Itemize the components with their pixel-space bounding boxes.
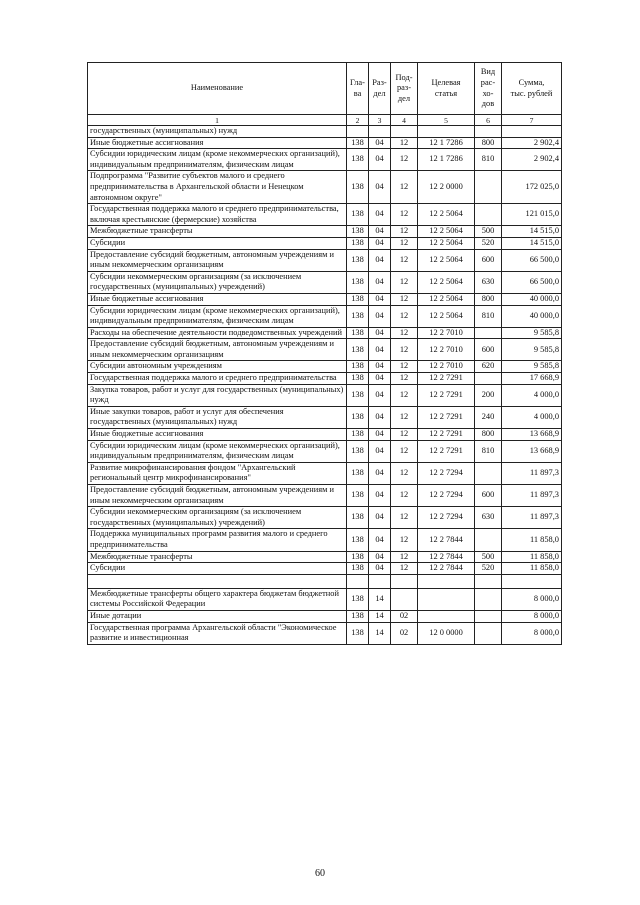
header-glava: Гла- ва <box>347 63 369 115</box>
row-podrazdel-cell <box>391 588 418 610</box>
row-sum-cell: 11 897,3 <box>502 485 562 507</box>
row-name-cell: Закупка товаров, работ и услуг для государственных (муниципальных) нужд <box>88 384 347 406</box>
row-sum-cell: 17 668,9 <box>502 373 562 385</box>
row-razdel-cell: 14 <box>369 622 391 644</box>
row-target-cell: 12 2 5064 <box>418 204 475 226</box>
row-name-cell: Государственная программа Архангельской области "Экономическое развитие и инвестиционная <box>88 622 347 644</box>
row-glava-cell: 138 <box>347 204 369 226</box>
row-podrazdel-cell: 12 <box>391 563 418 575</box>
row-expense-type-cell: 800 <box>475 429 502 441</box>
row-name-cell: Иные дотации <box>88 610 347 622</box>
row-razdel-cell <box>369 126 391 138</box>
table-row <box>88 406 562 428</box>
row-razdel-cell: 04 <box>369 137 391 149</box>
row-sum-cell: 40 000,0 <box>502 305 562 327</box>
row-name-cell: Субсидии автономным учреждениям <box>88 361 347 373</box>
row-razdel-cell: 04 <box>369 293 391 305</box>
row-target-cell <box>418 126 475 138</box>
row-razdel-cell: 04 <box>369 406 391 428</box>
column-number: 4 <box>391 115 418 126</box>
row-sum-cell: 9 585,8 <box>502 327 562 339</box>
column-number: 2 <box>347 115 369 126</box>
row-sum-cell: 14 515,0 <box>502 226 562 238</box>
row-glava-cell: 138 <box>347 384 369 406</box>
row-glava-cell: 138 <box>347 373 369 385</box>
row-glava-cell: 138 <box>347 305 369 327</box>
header-target-article: Целевая статья <box>418 63 475 115</box>
row-sum-cell: 4 000,0 <box>502 406 562 428</box>
row-expense-type-cell: 520 <box>475 563 502 575</box>
row-glava-cell: 138 <box>347 551 369 563</box>
row-name-cell: Поддержка муниципальных программ развития малого и среднего предпринимательства <box>88 529 347 551</box>
row-razdel-cell: 04 <box>369 485 391 507</box>
row-razdel-cell: 04 <box>369 563 391 575</box>
row-target-cell: 12 2 5064 <box>418 226 475 238</box>
row-razdel-cell: 04 <box>369 171 391 204</box>
table-row <box>88 551 562 563</box>
row-podrazdel-cell: 12 <box>391 305 418 327</box>
row-glava-cell: 138 <box>347 462 369 484</box>
row-target-cell: 12 2 5064 <box>418 271 475 293</box>
row-glava-cell: 138 <box>347 610 369 622</box>
column-number: 3 <box>369 115 391 126</box>
row-expense-type-cell: 620 <box>475 361 502 373</box>
row-name-cell: Субсидии юридическим лицам (кроме некоммерческих организаций), индивидуальным предпринимателям, физическим лицам <box>88 149 347 171</box>
row-sum-cell: 11 858,0 <box>502 551 562 563</box>
row-razdel-cell: 04 <box>369 271 391 293</box>
row-target-cell: 12 2 7291 <box>418 429 475 441</box>
row-glava-cell: 138 <box>347 361 369 373</box>
row-sum-cell: 8 000,0 <box>502 588 562 610</box>
row-name-cell: Субсидии некоммерческим организациям (за исключением государственных (муниципальных) учреждений) <box>88 507 347 529</box>
row-target-cell <box>418 574 475 588</box>
row-name-cell: Государственная поддержка малого и среднего предпринимательства, включая крестьянские (фермерские) хозяйства <box>88 204 347 226</box>
row-glava-cell <box>347 574 369 588</box>
row-glava-cell: 138 <box>347 485 369 507</box>
row-expense-type-cell: 500 <box>475 551 502 563</box>
row-target-cell: 12 2 7291 <box>418 384 475 406</box>
row-podrazdel-cell: 12 <box>391 271 418 293</box>
row-name-cell: Иные бюджетные ассигнования <box>88 137 347 149</box>
row-razdel-cell: 04 <box>369 226 391 238</box>
row-glava-cell: 138 <box>347 249 369 271</box>
row-razdel-cell: 04 <box>369 149 391 171</box>
row-podrazdel-cell: 12 <box>391 440 418 462</box>
row-podrazdel-cell: 12 <box>391 485 418 507</box>
row-target-cell: 12 2 5064 <box>418 249 475 271</box>
row-expense-type-cell <box>475 529 502 551</box>
row-sum-cell: 11 858,0 <box>502 563 562 575</box>
row-glava-cell: 138 <box>347 171 369 204</box>
row-glava-cell: 138 <box>347 271 369 293</box>
row-target-cell: 12 2 7010 <box>418 327 475 339</box>
row-sum-cell: 121 015,0 <box>502 204 562 226</box>
row-razdel-cell: 04 <box>369 440 391 462</box>
row-sum-cell: 172 025,0 <box>502 171 562 204</box>
row-sum-cell: 8 000,0 <box>502 622 562 644</box>
row-podrazdel-cell: 12 <box>391 237 418 249</box>
row-podrazdel-cell: 12 <box>391 406 418 428</box>
header-expense-type: Вид рас- хо- дов <box>475 63 502 115</box>
row-podrazdel-cell: 12 <box>391 137 418 149</box>
row-razdel-cell: 04 <box>369 339 391 361</box>
row-name-cell: Субсидии <box>88 237 347 249</box>
column-number: 7 <box>502 115 562 126</box>
row-sum-cell: 2 902,4 <box>502 149 562 171</box>
row-name-cell: Предоставление субсидий бюджетным, автономным учреждениям и иным некоммерческим организациям <box>88 339 347 361</box>
row-sum-cell <box>502 126 562 138</box>
row-expense-type-cell <box>475 171 502 204</box>
row-target-cell: 12 2 0000 <box>418 171 475 204</box>
row-podrazdel-cell: 12 <box>391 339 418 361</box>
row-target-cell: 12 2 7844 <box>418 529 475 551</box>
column-number: 1 <box>88 115 347 126</box>
row-sum-cell: 66 500,0 <box>502 249 562 271</box>
row-target-cell <box>418 588 475 610</box>
row-expense-type-cell: 500 <box>475 226 502 238</box>
row-glava-cell: 138 <box>347 149 369 171</box>
row-target-cell: 12 2 7291 <box>418 440 475 462</box>
row-name-cell: Государственная поддержка малого и среднего предпринимательства <box>88 373 347 385</box>
row-sum-cell: 2 902,4 <box>502 137 562 149</box>
row-razdel-cell: 14 <box>369 610 391 622</box>
row-name-cell: Предоставление субсидий бюджетным, автономным учреждениям и иным некоммерческим организациям <box>88 249 347 271</box>
row-expense-type-cell: 800 <box>475 293 502 305</box>
row-expense-type-cell: 810 <box>475 440 502 462</box>
row-podrazdel-cell: 02 <box>391 610 418 622</box>
row-name-cell: Развитие микрофинансирования фондом "Архангельский региональный центр микрофинансирования" <box>88 462 347 484</box>
row-sum-cell: 9 585,8 <box>502 361 562 373</box>
row-target-cell: 12 2 7294 <box>418 507 475 529</box>
row-podrazdel-cell: 12 <box>391 327 418 339</box>
row-expense-type-cell <box>475 462 502 484</box>
row-glava-cell: 138 <box>347 406 369 428</box>
row-expense-type-cell <box>475 622 502 644</box>
row-expense-type-cell <box>475 610 502 622</box>
row-glava-cell: 138 <box>347 226 369 238</box>
row-razdel-cell: 04 <box>369 384 391 406</box>
table-row <box>88 149 562 171</box>
table-row <box>88 462 562 484</box>
row-expense-type-cell: 800 <box>475 137 502 149</box>
row-podrazdel-cell <box>391 574 418 588</box>
row-podrazdel-cell: 12 <box>391 462 418 484</box>
row-razdel-cell: 04 <box>369 462 391 484</box>
table-row <box>88 529 562 551</box>
row-podrazdel-cell: 12 <box>391 226 418 238</box>
table-row <box>88 563 562 575</box>
row-target-cell <box>418 610 475 622</box>
column-number: 6 <box>475 115 502 126</box>
row-target-cell: 12 2 7844 <box>418 563 475 575</box>
column-number-row <box>88 115 562 126</box>
row-podrazdel-cell: 12 <box>391 373 418 385</box>
table-row <box>88 271 562 293</box>
table-row <box>88 339 562 361</box>
row-glava-cell: 138 <box>347 293 369 305</box>
row-sum-cell: 13 668,9 <box>502 429 562 441</box>
table-row <box>88 137 562 149</box>
row-target-cell: 12 2 5064 <box>418 237 475 249</box>
row-sum-cell: 13 668,9 <box>502 440 562 462</box>
row-name-cell: Межбюджетные трансферты <box>88 226 347 238</box>
row-podrazdel-cell: 12 <box>391 249 418 271</box>
row-glava-cell <box>347 126 369 138</box>
row-expense-type-cell: 600 <box>475 485 502 507</box>
row-target-cell: 12 0 0000 <box>418 622 475 644</box>
row-glava-cell: 138 <box>347 137 369 149</box>
table-row <box>88 429 562 441</box>
row-podrazdel-cell <box>391 126 418 138</box>
row-razdel-cell: 04 <box>369 305 391 327</box>
table-row <box>88 485 562 507</box>
header-razdel: Раз- дел <box>369 63 391 115</box>
row-target-cell: 12 2 5064 <box>418 293 475 305</box>
row-expense-type-cell <box>475 126 502 138</box>
row-name-cell <box>88 574 347 588</box>
table-row <box>88 507 562 529</box>
table-row <box>88 622 562 644</box>
row-razdel-cell: 14 <box>369 588 391 610</box>
table-row <box>88 588 562 610</box>
row-sum-cell: 11 897,3 <box>502 462 562 484</box>
row-podrazdel-cell: 12 <box>391 204 418 226</box>
row-target-cell: 12 1 7286 <box>418 137 475 149</box>
row-podrazdel-cell: 12 <box>391 429 418 441</box>
row-name-cell: Межбюджетные трансферты <box>88 551 347 563</box>
row-name-cell: Расходы на обеспечение деятельности подведомственных учреждений <box>88 327 347 339</box>
table-row <box>88 384 562 406</box>
table-row <box>88 226 562 238</box>
row-razdel-cell: 04 <box>369 327 391 339</box>
table-body <box>88 126 562 645</box>
row-expense-type-cell <box>475 588 502 610</box>
table-row <box>88 293 562 305</box>
row-razdel-cell: 04 <box>369 551 391 563</box>
row-sum-cell: 11 858,0 <box>502 529 562 551</box>
budget-table <box>87 62 562 645</box>
row-name-cell: Иные бюджетные ассигнования <box>88 429 347 441</box>
page-number: 60 <box>315 868 325 879</box>
row-expense-type-cell: 200 <box>475 384 502 406</box>
row-name-cell: Межбюджетные трансферты общего характера бюджетам бюджетной системы Российской Федерации <box>88 588 347 610</box>
table-row <box>88 373 562 385</box>
row-expense-type-cell: 810 <box>475 305 502 327</box>
row-target-cell: 12 2 7010 <box>418 339 475 361</box>
table-header-row <box>88 63 562 115</box>
row-expense-type-cell <box>475 204 502 226</box>
row-target-cell: 12 2 7010 <box>418 361 475 373</box>
row-name-cell: Субсидии юридическим лицам (кроме некоммерческих организаций), индивидуальным предпринимателям, физическим лицам <box>88 440 347 462</box>
row-expense-type-cell: 520 <box>475 237 502 249</box>
row-target-cell: 12 2 5064 <box>418 305 475 327</box>
row-glava-cell: 138 <box>347 237 369 249</box>
row-podrazdel-cell: 02 <box>391 622 418 644</box>
row-sum-cell: 8 000,0 <box>502 610 562 622</box>
row-expense-type-cell <box>475 574 502 588</box>
table-row <box>88 237 562 249</box>
row-glava-cell: 138 <box>347 563 369 575</box>
row-name-cell: Субсидии юридическим лицам (кроме некоммерческих организаций), индивидуальным предпринимателям, физическим лицам <box>88 305 347 327</box>
row-razdel-cell: 04 <box>369 373 391 385</box>
row-expense-type-cell: 240 <box>475 406 502 428</box>
row-name-cell: Субсидии <box>88 563 347 575</box>
row-sum-cell: 40 000,0 <box>502 293 562 305</box>
row-name-cell: Иные бюджетные ассигнования <box>88 293 347 305</box>
row-razdel-cell: 04 <box>369 361 391 373</box>
row-razdel-cell: 04 <box>369 529 391 551</box>
row-podrazdel-cell: 12 <box>391 507 418 529</box>
row-razdel-cell: 04 <box>369 249 391 271</box>
row-sum-cell: 9 585,8 <box>502 339 562 361</box>
row-name-cell: государственных (муниципальных) нужд <box>88 126 347 138</box>
table-row <box>88 327 562 339</box>
row-target-cell: 12 1 7286 <box>418 149 475 171</box>
row-podrazdel-cell: 12 <box>391 293 418 305</box>
row-expense-type-cell: 600 <box>475 249 502 271</box>
table-row <box>88 305 562 327</box>
row-sum-cell <box>502 574 562 588</box>
document-page <box>87 62 561 645</box>
row-glava-cell: 138 <box>347 327 369 339</box>
row-podrazdel-cell: 12 <box>391 361 418 373</box>
row-target-cell: 12 2 7291 <box>418 373 475 385</box>
row-razdel-cell: 04 <box>369 507 391 529</box>
table-row <box>88 171 562 204</box>
row-sum-cell: 14 515,0 <box>502 237 562 249</box>
row-glava-cell: 138 <box>347 588 369 610</box>
row-target-cell: 12 2 7291 <box>418 406 475 428</box>
row-sum-cell: 4 000,0 <box>502 384 562 406</box>
row-sum-cell: 11 897,3 <box>502 507 562 529</box>
row-razdel-cell: 04 <box>369 237 391 249</box>
row-name-cell: Иные закупки товаров, работ и услуг для обеспечения государственных (муниципальных) нужд <box>88 406 347 428</box>
row-podrazdel-cell: 12 <box>391 384 418 406</box>
header-sum: Сумма, тыс. рублей <box>502 63 562 115</box>
row-target-cell: 12 2 7844 <box>418 551 475 563</box>
row-expense-type-cell: 600 <box>475 339 502 361</box>
row-glava-cell: 138 <box>347 429 369 441</box>
row-glava-cell: 138 <box>347 529 369 551</box>
row-expense-type-cell <box>475 327 502 339</box>
table-row <box>88 249 562 271</box>
row-expense-type-cell: 630 <box>475 507 502 529</box>
row-razdel-cell: 04 <box>369 429 391 441</box>
row-podrazdel-cell: 12 <box>391 149 418 171</box>
row-podrazdel-cell: 12 <box>391 171 418 204</box>
row-name-cell: Предоставление субсидий бюджетным, автономным учреждениям и иным некоммерческим организациям <box>88 485 347 507</box>
table-row <box>88 361 562 373</box>
row-glava-cell: 138 <box>347 339 369 361</box>
header-podrazdel: Под- раз- дел <box>391 63 418 115</box>
column-number: 5 <box>418 115 475 126</box>
row-name-cell: Субсидии некоммерческим организациям (за исключением государственных (муниципальных) учреждений) <box>88 271 347 293</box>
row-podrazdel-cell: 12 <box>391 551 418 563</box>
row-razdel-cell <box>369 574 391 588</box>
table-row <box>88 204 562 226</box>
row-name-cell: Подпрограмма "Развитие субъектов малого и среднего предпринимательства в Архангельской области и Ненецком автономном округе" <box>88 171 347 204</box>
table-row <box>88 126 562 138</box>
row-expense-type-cell <box>475 373 502 385</box>
row-glava-cell: 138 <box>347 507 369 529</box>
row-expense-type-cell: 810 <box>475 149 502 171</box>
row-glava-cell: 138 <box>347 622 369 644</box>
table-row <box>88 574 562 588</box>
header-name: Наименование <box>88 63 347 115</box>
table-row <box>88 440 562 462</box>
row-sum-cell: 66 500,0 <box>502 271 562 293</box>
row-glava-cell: 138 <box>347 440 369 462</box>
row-target-cell: 12 2 7294 <box>418 462 475 484</box>
row-razdel-cell: 04 <box>369 204 391 226</box>
table-row <box>88 610 562 622</box>
row-expense-type-cell: 630 <box>475 271 502 293</box>
row-target-cell: 12 2 7294 <box>418 485 475 507</box>
row-podrazdel-cell: 12 <box>391 529 418 551</box>
